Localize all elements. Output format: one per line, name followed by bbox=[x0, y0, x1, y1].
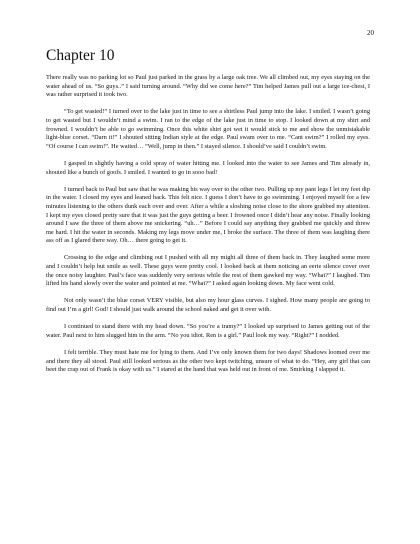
paragraph: “To get wasted!” I turned over to the lake just in time to see a shirtless Paul jump into the lake. I smiled. I wasn’t going to get wasted but I wouldn’t mind a swim. I ran to the edge of the lake just in time to stop. I looked down at my shirt and frowned. I wouldn’t be able to go swimming. Once this white shirt got wet it would stick to me and show the unmistakable light-blue corset. “Darn it!” I shouted sitting Indian style at the edge. Paul swam over to me. “Cant swim?” I rolled my eyes. “Of course I can swim!”. He waited… “Well, jump in then.” I stayed silence. I should’ve said I couldn’t swim. bbox=[46, 108, 370, 150]
paragraph: There really was no parking lot so Paul just parked in the grass by a large oak tree. We all climbed out, my eyes staying on the water ahead of us. “So guys..” I said turning around. “Why did we come here?” Tim helped James pull out a large ice-chest, I was rather surprised it took two. bbox=[46, 74, 370, 99]
paragraph: I gasped in slightly having a cold spray of water hitting me. I looked into the water to see James and Tim already in, shouted like a bunch of goofs. I smiled. I wanted to go in sooo bad! bbox=[46, 159, 370, 176]
page-number: 20 bbox=[367, 29, 374, 37]
paragraph: I turned back to Paul but saw that he was making his way over to the other two. Pulling up my pant legs I let my feet dip in the water. I closed my eyes and leaned back. This felt nice. I guess I don’t have to go swimming. I enjoyed myself for a few minutes listening to the others dunk each over and over. After a while a sloshing noise close to the shore grabbed my attention. I kept my eyes closed pretty sure that it was just the guys getting a beer. I frowned once I didn’t hear any noise. Finally looking around I saw the three of them above me snickering. “uh…” Before I could say anything they grabbed me quickly and threw me hard. I hit the water in seconds. Making my legs move under me, I broke the surface. The three of them was laughing there ass off as I glared there way. Oh… there going to get it. bbox=[46, 185, 370, 245]
chapter-title: Chapter 10 bbox=[46, 47, 115, 64]
paragraph: Crossing to the edge and climbing out I pushed with all my might all three of them back in. They laughed some more and I couldn’t help but smile as well. These guys were pretty cool. I looked back at them noticing an eerie silence cover over the once noisy laughter. Paul’s face was suddenly very serious while the rest of them gawked my way. “What?” I laughed. Tim lifted his hand slowly over the water and pointed at me. “What?” I asked again looking down. My face went cold. bbox=[46, 254, 370, 288]
chapter-body bbox=[46, 74, 370, 383]
paragraph: I continued to stand there with my head down. “So you’re a tramy?” I looked up surprised to James getting out of the water. Paul next to him slugged him in the arm. “No you idiot. Ren is a girl.” Paul look my way. “Right?” I nodded. bbox=[46, 323, 370, 339]
paragraph: I felt terrible. They must hate me for lying to them. And I’ve only known them for two days! Shadows loomed over me and there they all stood. Paul still looked serious as the other two kept twitching, unsure of what to do. “Hey, any girl that can beet the crap out of Frank is okay with us.” I stared at the hand that was held out in front of me. Smirking I slapped it. bbox=[46, 349, 370, 374]
paragraph: Not only wasn’t the blue corset VERY visible, but also my hour glass curves. I sighed. How many people are going to find out I’m a girl! God! I should just walk around the school naked and get it over with. bbox=[46, 297, 370, 314]
